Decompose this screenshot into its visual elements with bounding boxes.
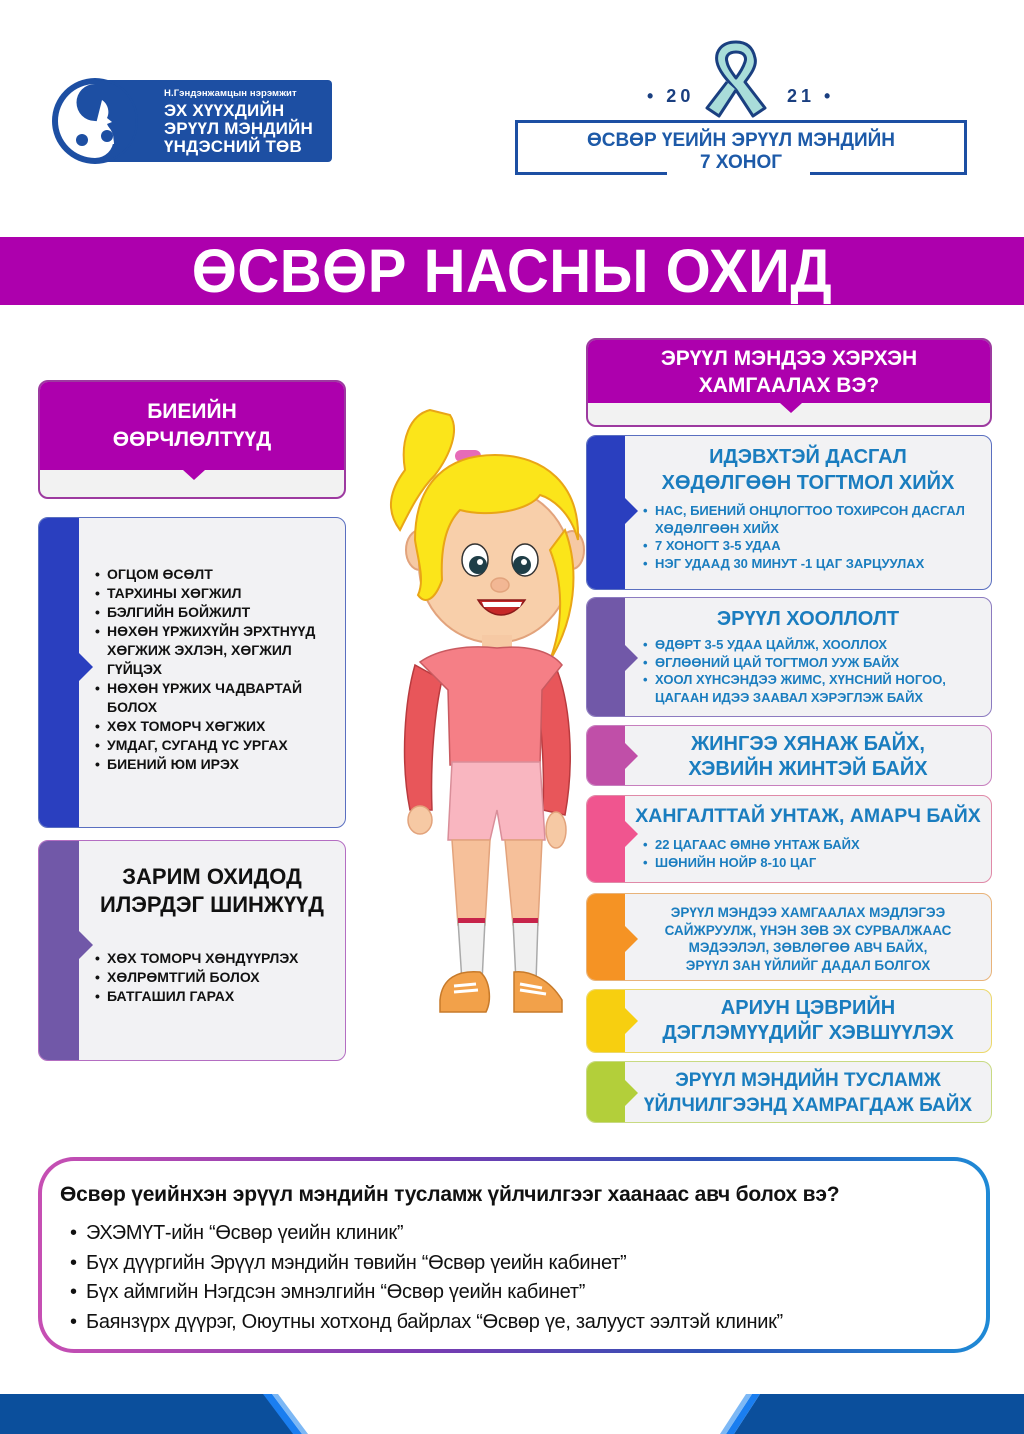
service-item: • Баянзүрх дүүрэг, Оюутны хотхонд байрлах “Өсвөр үе, залууст ээлтэй клиник” bbox=[70, 1308, 783, 1338]
year-left: • 20 bbox=[647, 86, 695, 106]
health-tip-title-line: ЭРҮҮЛ ЗАН ҮЙЛИЙГ ДАДАЛ БОЛГОХ bbox=[685, 957, 931, 973]
body-change-item: • ХӨХ ТОМОРЧ ХӨГЖИХ bbox=[95, 717, 340, 736]
health-tip-item: • 7 ХОНОГТ 3-5 УДАА bbox=[643, 537, 985, 555]
health-tip-card bbox=[586, 725, 992, 786]
health-tip-title-line: ХЭВИЙН ЖИНТЭЙ БАЙХ bbox=[688, 758, 928, 780]
some-girls-title-line-1: ЗАРИМ ОХИДОД bbox=[122, 864, 302, 889]
card-stripe bbox=[587, 990, 625, 1052]
health-tip-list bbox=[643, 502, 985, 572]
how-to-protect-header bbox=[586, 338, 992, 427]
shirt bbox=[420, 647, 562, 765]
health-tip-card bbox=[586, 1061, 992, 1123]
health-tip-title bbox=[625, 996, 991, 1046]
health-tip-title-line: ЭРҮҮЛ МЭНДИЙН ТУСЛАМЖ bbox=[675, 1070, 941, 1091]
card-stripe bbox=[587, 598, 625, 716]
health-tip-item: • ШӨНИЙН НОЙР 8-10 ЦАГ bbox=[643, 854, 985, 872]
body-changes-title bbox=[113, 398, 271, 454]
body-change-item: • НӨХӨН ҮРЖИХҮЙН ЭРХТНҮҮД ХӨГЖИЖ ЭХЛЭН, ХӨГЖИЛ ГҮЙЦЭХ bbox=[95, 622, 340, 679]
logo-line-3: ҮНДЭСНИЙ ТӨВ bbox=[164, 137, 302, 156]
shorts bbox=[448, 762, 545, 840]
body-changes-header bbox=[38, 380, 346, 499]
some-girls-card bbox=[38, 840, 346, 1061]
card-arrow bbox=[79, 931, 93, 959]
card-stripe bbox=[39, 518, 79, 827]
year-right: 21 • bbox=[787, 86, 835, 106]
health-tip-title bbox=[625, 606, 991, 632]
week-title-line-1: ӨСВӨР ҮЕИЙН ЭРҮҮЛ МЭНДИЙН bbox=[586, 130, 896, 151]
health-tip-title-line: АРИУН ЦЭВРИЙН bbox=[720, 997, 896, 1019]
week-title-line-2: 7 ХОНОГ bbox=[699, 152, 783, 173]
health-week-badge bbox=[505, 30, 975, 190]
mother-child-emblem-icon bbox=[52, 78, 138, 164]
body-change-item: • ТАРХИНЫ ХӨГЖИЛ bbox=[95, 584, 340, 603]
health-tip-card bbox=[586, 597, 992, 717]
health-tip-title bbox=[625, 444, 991, 496]
card-arrow bbox=[79, 653, 93, 681]
health-tip-title bbox=[625, 732, 991, 782]
health-tip-title-line: ХАНГАЛТТАЙ УНТАЖ, АМАРЧ БАЙХ bbox=[635, 805, 981, 827]
logo-line-1: ЭХ ХҮҮХДИЙН bbox=[164, 101, 285, 120]
body-changes-header-top bbox=[40, 382, 344, 470]
health-tip-title-line: ХӨДӨЛГӨӨН ТОГТМОЛ ХИЙХ bbox=[661, 472, 955, 494]
body-changes-title-line-1: БИЕИЙН bbox=[147, 400, 237, 423]
logo-subtitle: Н.Гэндэнжамцын нэрэмжит bbox=[164, 88, 297, 99]
health-tip-card bbox=[586, 989, 992, 1053]
how-to-protect-title bbox=[661, 345, 917, 399]
health-tip-list bbox=[643, 836, 985, 871]
how-to-protect-title-line-1: ЭРҮҮЛ МЭНДЭЭ ХЭРХЭН bbox=[660, 346, 918, 370]
services-list bbox=[70, 1219, 783, 1337]
health-tip-item: • НАС, БИЕНИЙ ОНЦЛОГТОО ТОХИРСОН ДАСГАЛ ХӨДӨЛГӨӨН ХИЙХ bbox=[643, 502, 985, 537]
card-stripe bbox=[587, 894, 625, 980]
health-tip-title bbox=[625, 904, 991, 974]
some-girls-title bbox=[79, 863, 345, 919]
sign-item: • ХӨХ ТОМОРЧ ХӨНДҮҮРЛЭХ bbox=[95, 949, 340, 968]
body-change-item: • БЭЛГИЙН БОЙЖИЛТ bbox=[95, 603, 340, 622]
health-tip-card bbox=[586, 893, 992, 981]
logo-line-2: ЭРҮҮЛ МЭНДИЙН bbox=[164, 119, 313, 138]
health-tip-title-line: ҮЙЛЧИЛГЭЭНД ХАМРАГДАЖ БАЙХ bbox=[643, 1095, 973, 1116]
card-arrow bbox=[625, 498, 638, 524]
body-change-item: • ОГЦОМ ӨСӨЛТ bbox=[95, 565, 340, 584]
card-stripe bbox=[587, 1062, 625, 1122]
health-tip-item: • 22 ЦАГААС ӨМНӨ УНТАЖ БАЙХ bbox=[643, 836, 985, 854]
health-tip-title bbox=[625, 804, 991, 828]
body-changes-title-line-2: ӨӨРЧЛӨЛТҮҮД bbox=[112, 428, 272, 451]
awareness-ribbon-icon bbox=[701, 38, 771, 126]
health-tip-title-line: САЙЖРУУЛЖ, ҮНЭН ЗӨВ ЭХ СУРВАЛЖААС bbox=[664, 922, 952, 938]
card-stripe bbox=[39, 841, 79, 1060]
health-tip-title-line: ЖИНГЭЭ ХЯНАЖ БАЙХ, bbox=[691, 733, 925, 755]
health-tip-title-line: ЭРҮҮЛ ХООЛЛОЛТ bbox=[716, 608, 900, 630]
header-notch bbox=[780, 403, 802, 413]
services-box-inner bbox=[42, 1161, 986, 1349]
body-changes-card bbox=[38, 517, 346, 828]
health-tip-item: • ӨДӨРТ 3-5 УДАА ЦАЙЛЖ, ХООЛЛОХ bbox=[643, 636, 985, 654]
girl-illustration bbox=[380, 400, 590, 1020]
footer-band bbox=[0, 1394, 1024, 1434]
card-arrow bbox=[625, 645, 638, 671]
health-tip-list bbox=[643, 636, 985, 706]
service-item: • Бүх аймгийн Нэгдсэн эмнэлгийн “Өсвөр үеийн кабинет” bbox=[70, 1278, 783, 1308]
week-title bbox=[515, 130, 967, 174]
health-tip-card bbox=[586, 795, 992, 883]
services-box bbox=[38, 1157, 990, 1353]
body-change-item: • БИЕНИЙ ЮМ ИРЭХ bbox=[95, 755, 340, 774]
body-change-item: • УМДАГ, СУГАНД ҮС УРГАХ bbox=[95, 736, 340, 755]
card-stripe bbox=[587, 436, 625, 589]
health-tip-title bbox=[625, 1068, 991, 1118]
some-girls-list bbox=[95, 949, 340, 1006]
card-stripe bbox=[587, 726, 625, 785]
services-title: Өсвөр үеийнхэн эрүүл мэндийн тусламж үйлчилгээг хаанаас авч болох вэ? bbox=[60, 1183, 840, 1206]
health-tip-item: • НЭГ УДААД 30 МИНУТ -1 ЦАГ ЗАРЦУУЛАХ bbox=[643, 555, 985, 573]
sign-item: • БАТГАШИЛ ГАРАХ bbox=[95, 987, 340, 1006]
page-title: ӨСВӨР НАСНЫ ОХИД bbox=[191, 236, 833, 306]
logo-text bbox=[164, 88, 313, 156]
health-tip-card bbox=[586, 435, 992, 590]
how-to-protect-header-top bbox=[588, 340, 990, 403]
health-tip-item: • ХООЛ ХҮНСЭНДЭЭ ЖИМС, ХҮНСНИЙ НОГОО, ЦАГААН ИДЭЭ ЗААВАЛ ХЭРЭГЛЭЖ БАЙХ bbox=[643, 671, 985, 706]
health-tip-title-line: ИДЭВХТЭЙ ДАСГАЛ bbox=[709, 446, 907, 468]
body-changes-list bbox=[95, 565, 340, 774]
left-sleeve bbox=[405, 665, 442, 810]
service-item: • ЭХЭМҮТ-ийн “Өсвөр үеийн клиник” bbox=[70, 1219, 783, 1249]
body-change-item: • НӨХӨН ҮРЖИХ ЧАДВАРТАЙ БОЛОХ bbox=[95, 679, 340, 717]
organization-logo bbox=[52, 78, 332, 164]
service-item: • Бүх дүүргийн Эрүүл мэндийн төвийн “Өсвөр үеийн кабинет” bbox=[70, 1249, 783, 1279]
health-tip-title-line: МЭДЭЭЛЭЛ, ЗӨВЛӨГӨӨ АВЧ БАЙХ, bbox=[688, 940, 928, 955]
sign-item: • ХӨЛРӨМТГИЙ БОЛОХ bbox=[95, 968, 340, 987]
card-stripe bbox=[587, 796, 625, 882]
some-girls-title-line-2: ИЛЭРДЭГ ШИНЖҮҮД bbox=[100, 892, 324, 917]
main-banner bbox=[0, 237, 1024, 305]
health-tip-item: • ӨГЛӨӨНИЙ ЦАЙ ТОГТМОЛ УУЖ БАЙХ bbox=[643, 654, 985, 672]
header-notch bbox=[183, 470, 205, 480]
health-tip-title-line: ДЭГЛЭМҮҮДИЙГ ХЭВШҮҮЛЭХ bbox=[662, 1022, 954, 1044]
how-to-protect-title-line-2: ХАМГААЛАХ ВЭ? bbox=[698, 373, 880, 397]
health-tip-title-line: ЭРҮҮЛ МЭНДЭЭ ХАМГААЛАХ МЭДЛЭГЭЭ bbox=[670, 905, 946, 920]
